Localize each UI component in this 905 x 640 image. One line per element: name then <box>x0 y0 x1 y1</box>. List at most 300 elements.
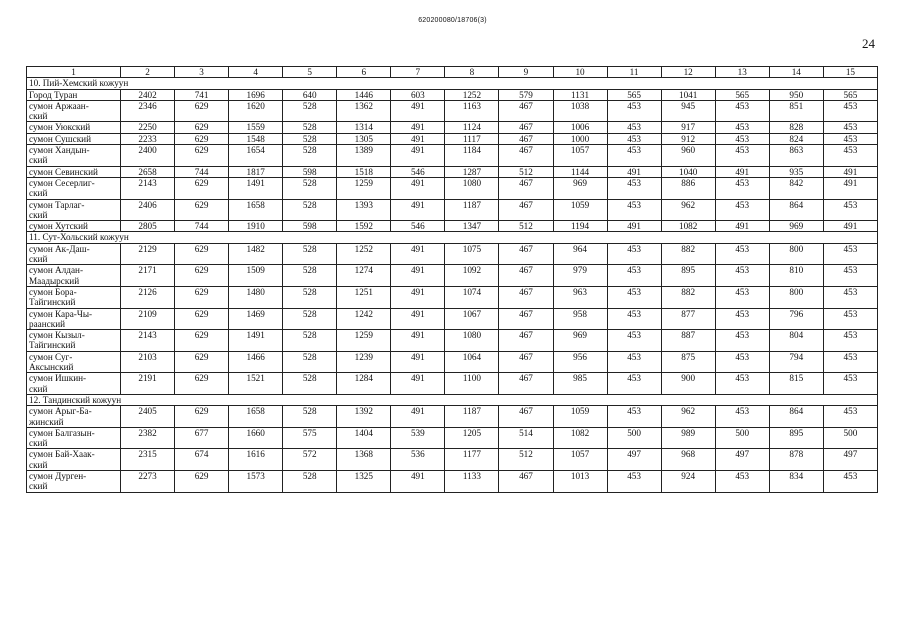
settlement-name: сумон Сесерлиг- ский <box>27 177 121 199</box>
tariff-table <box>26 66 878 493</box>
settlement-name: сумон Сушский <box>27 133 121 144</box>
value-cell: 887 <box>661 330 715 352</box>
value-cell: 2103 <box>121 351 175 373</box>
value-cell: 794 <box>769 351 823 373</box>
value-cell: 1144 <box>553 166 607 177</box>
value-cell: 2382 <box>121 427 175 449</box>
settlement-name: сумон Бай-Хаак- ский <box>27 449 121 471</box>
value-cell: 467 <box>499 351 553 373</box>
value-cell: 491 <box>823 221 877 232</box>
settlement-name: сумон Алдан- Маадырский <box>27 265 121 287</box>
section-row <box>27 78 878 89</box>
value-cell: 1658 <box>229 199 283 221</box>
value-cell: 512 <box>499 449 553 471</box>
value-cell: 528 <box>283 122 337 133</box>
value-cell: 1404 <box>337 427 391 449</box>
value-cell: 453 <box>607 265 661 287</box>
document-id: 620200080/18706(3) <box>418 17 487 24</box>
value-cell: 985 <box>553 373 607 395</box>
value-cell: 491 <box>607 166 661 177</box>
value-cell: 962 <box>661 406 715 428</box>
value-cell: 1259 <box>337 177 391 199</box>
value-cell: 491 <box>823 177 877 199</box>
value-cell: 528 <box>283 351 337 373</box>
value-cell: 491 <box>391 330 445 352</box>
value-cell: 491 <box>391 243 445 265</box>
value-cell: 467 <box>499 406 553 428</box>
table-row <box>27 286 878 308</box>
value-cell: 1654 <box>229 145 283 167</box>
settlement-name: сумон Ак-Даш- ский <box>27 243 121 265</box>
table-row <box>27 406 878 428</box>
value-cell: 1092 <box>445 265 499 287</box>
value-cell: 945 <box>661 100 715 122</box>
value-cell: 1082 <box>661 221 715 232</box>
value-cell: 1491 <box>229 330 283 352</box>
value-cell: 453 <box>715 199 769 221</box>
value-cell: 467 <box>499 330 553 352</box>
value-cell: 453 <box>607 199 661 221</box>
value-cell: 528 <box>283 133 337 144</box>
value-cell: 497 <box>607 449 661 471</box>
value-cell: 467 <box>499 100 553 122</box>
settlement-name: сумон Аржаан- ский <box>27 100 121 122</box>
table-row <box>27 351 878 373</box>
value-cell: 917 <box>661 122 715 133</box>
value-cell: 453 <box>715 330 769 352</box>
column-header-10: 10 <box>553 67 607 78</box>
value-cell: 565 <box>715 89 769 100</box>
value-cell: 1559 <box>229 122 283 133</box>
value-cell: 1075 <box>445 243 499 265</box>
value-cell: 453 <box>607 470 661 492</box>
value-cell: 603 <box>391 89 445 100</box>
table-row <box>27 133 878 144</box>
value-cell: 453 <box>607 177 661 199</box>
value-cell: 629 <box>175 177 229 199</box>
value-cell: 546 <box>391 166 445 177</box>
column-header-1: 1 <box>27 67 121 78</box>
settlement-name: сумон Кызыл- Тайгинский <box>27 330 121 352</box>
value-cell: 467 <box>499 470 553 492</box>
column-header-3: 3 <box>175 67 229 78</box>
value-cell: 528 <box>283 265 337 287</box>
value-cell: 528 <box>283 286 337 308</box>
value-cell: 744 <box>175 166 229 177</box>
section-title: 12. Тандинский кожуун <box>27 394 878 405</box>
value-cell: 1038 <box>553 100 607 122</box>
value-cell: 674 <box>175 449 229 471</box>
value-cell: 863 <box>769 145 823 167</box>
value-cell: 2129 <box>121 243 175 265</box>
value-cell: 969 <box>769 221 823 232</box>
value-cell: 629 <box>175 199 229 221</box>
table-row <box>27 89 878 100</box>
value-cell: 1177 <box>445 449 499 471</box>
value-cell: 979 <box>553 265 607 287</box>
value-cell: 960 <box>661 145 715 167</box>
value-cell: 528 <box>283 470 337 492</box>
value-cell: 528 <box>283 145 337 167</box>
value-cell: 800 <box>769 286 823 308</box>
value-cell: 453 <box>823 308 877 330</box>
page-number: 24 <box>862 36 875 51</box>
value-cell: 877 <box>661 308 715 330</box>
value-cell: 491 <box>391 100 445 122</box>
value-cell: 629 <box>175 373 229 395</box>
value-cell: 491 <box>391 199 445 221</box>
settlement-name: сумон Севинский <box>27 166 121 177</box>
column-header-13: 13 <box>715 67 769 78</box>
value-cell: 886 <box>661 177 715 199</box>
value-cell: 1074 <box>445 286 499 308</box>
value-cell: 1592 <box>337 221 391 232</box>
settlement-name: сумон Хутский <box>27 221 121 232</box>
settlement-name: сумон Тарлаг- ский <box>27 199 121 221</box>
value-cell: 2805 <box>121 221 175 232</box>
value-cell: 453 <box>715 286 769 308</box>
value-cell: 1080 <box>445 330 499 352</box>
value-cell: 1314 <box>337 122 391 133</box>
column-header-2: 2 <box>121 67 175 78</box>
value-cell: 2143 <box>121 330 175 352</box>
value-cell: 800 <box>769 243 823 265</box>
section-title: 11. Сут-Хольский кожуун <box>27 232 878 243</box>
column-header-14: 14 <box>769 67 823 78</box>
section-title: 10. Пий-Хемский кожуун <box>27 78 878 89</box>
value-cell: 629 <box>175 145 229 167</box>
value-cell: 491 <box>715 221 769 232</box>
value-cell: 1521 <box>229 373 283 395</box>
value-cell: 1184 <box>445 145 499 167</box>
value-cell: 629 <box>175 308 229 330</box>
value-cell: 491 <box>391 286 445 308</box>
value-cell: 1205 <box>445 427 499 449</box>
value-cell: 500 <box>607 427 661 449</box>
value-cell: 935 <box>769 166 823 177</box>
value-cell: 453 <box>715 265 769 287</box>
value-cell: 2400 <box>121 145 175 167</box>
value-cell: 796 <box>769 308 823 330</box>
value-cell: 453 <box>607 122 661 133</box>
value-cell: 1469 <box>229 308 283 330</box>
value-cell: 491 <box>391 133 445 144</box>
table-row <box>27 122 878 133</box>
value-cell: 467 <box>499 122 553 133</box>
value-cell: 453 <box>715 470 769 492</box>
value-cell: 969 <box>553 330 607 352</box>
value-cell: 2109 <box>121 308 175 330</box>
value-cell: 467 <box>499 177 553 199</box>
value-cell: 512 <box>499 221 553 232</box>
column-header-7: 7 <box>391 67 445 78</box>
value-cell: 453 <box>823 199 877 221</box>
value-cell: 2126 <box>121 286 175 308</box>
value-cell: 962 <box>661 199 715 221</box>
value-cell: 882 <box>661 286 715 308</box>
value-cell: 453 <box>715 145 769 167</box>
value-cell: 491 <box>391 406 445 428</box>
value-cell: 2233 <box>121 133 175 144</box>
value-cell: 1187 <box>445 406 499 428</box>
value-cell: 629 <box>175 286 229 308</box>
value-cell: 500 <box>715 427 769 449</box>
value-cell: 453 <box>715 373 769 395</box>
value-cell: 2143 <box>121 177 175 199</box>
value-cell: 1284 <box>337 373 391 395</box>
value-cell: 1362 <box>337 100 391 122</box>
value-cell: 963 <box>553 286 607 308</box>
value-cell: 497 <box>715 449 769 471</box>
value-cell: 629 <box>175 406 229 428</box>
value-cell: 467 <box>499 145 553 167</box>
value-cell: 512 <box>499 166 553 177</box>
value-cell: 895 <box>661 265 715 287</box>
settlement-name: сумон Суг- Аксынский <box>27 351 121 373</box>
value-cell: 741 <box>175 89 229 100</box>
column-header-6: 6 <box>337 67 391 78</box>
value-cell: 491 <box>715 166 769 177</box>
settlement-name: сумон Хандын- ский <box>27 145 121 167</box>
value-cell: 1616 <box>229 449 283 471</box>
settlement-name: сумон Уюкский <box>27 122 121 133</box>
value-cell: 1259 <box>337 330 391 352</box>
value-cell: 579 <box>499 89 553 100</box>
value-cell: 834 <box>769 470 823 492</box>
value-cell: 828 <box>769 122 823 133</box>
value-cell: 629 <box>175 133 229 144</box>
value-cell: 1392 <box>337 406 391 428</box>
value-cell: 2346 <box>121 100 175 122</box>
value-cell: 453 <box>607 100 661 122</box>
value-cell: 453 <box>715 100 769 122</box>
value-cell: 1696 <box>229 89 283 100</box>
value-cell: 1393 <box>337 199 391 221</box>
value-cell: 1817 <box>229 166 283 177</box>
value-cell: 528 <box>283 199 337 221</box>
value-cell: 453 <box>715 308 769 330</box>
column-header-12: 12 <box>661 67 715 78</box>
value-cell: 900 <box>661 373 715 395</box>
value-cell: 467 <box>499 243 553 265</box>
value-cell: 453 <box>823 243 877 265</box>
table-row <box>27 308 878 330</box>
value-cell: 864 <box>769 199 823 221</box>
value-cell: 453 <box>607 145 661 167</box>
value-cell: 453 <box>823 351 877 373</box>
value-cell: 565 <box>607 89 661 100</box>
value-cell: 565 <box>823 89 877 100</box>
value-cell: 453 <box>607 133 661 144</box>
value-cell: 1187 <box>445 199 499 221</box>
value-cell: 1620 <box>229 100 283 122</box>
value-cell: 989 <box>661 427 715 449</box>
value-cell: 491 <box>391 308 445 330</box>
value-cell: 1057 <box>553 145 607 167</box>
value-cell: 453 <box>607 286 661 308</box>
value-cell: 453 <box>823 330 877 352</box>
value-cell: 1013 <box>553 470 607 492</box>
value-cell: 528 <box>283 100 337 122</box>
value-cell: 1163 <box>445 100 499 122</box>
value-cell: 453 <box>607 330 661 352</box>
settlement-name: сумон Дурген- ский <box>27 470 121 492</box>
value-cell: 453 <box>823 145 877 167</box>
value-cell: 467 <box>499 265 553 287</box>
value-cell: 950 <box>769 89 823 100</box>
value-cell: 453 <box>823 286 877 308</box>
value-cell: 810 <box>769 265 823 287</box>
value-cell: 491 <box>823 166 877 177</box>
table-row <box>27 177 878 199</box>
value-cell: 491 <box>391 470 445 492</box>
value-cell: 453 <box>715 133 769 144</box>
value-cell: 453 <box>823 373 877 395</box>
value-cell: 2250 <box>121 122 175 133</box>
settlement-name: сумон Арыг-Ба- жинский <box>27 406 121 428</box>
value-cell: 1040 <box>661 166 715 177</box>
value-cell: 744 <box>175 221 229 232</box>
value-cell: 453 <box>823 265 877 287</box>
value-cell: 575 <box>283 427 337 449</box>
value-cell: 1518 <box>337 166 391 177</box>
value-cell: 467 <box>499 308 553 330</box>
value-cell: 1252 <box>445 89 499 100</box>
value-cell: 1006 <box>553 122 607 133</box>
value-cell: 629 <box>175 100 229 122</box>
value-cell: 1000 <box>553 133 607 144</box>
value-cell: 528 <box>283 177 337 199</box>
value-cell: 528 <box>283 406 337 428</box>
value-cell: 453 <box>823 470 877 492</box>
value-cell: 1057 <box>553 449 607 471</box>
value-cell: 1347 <box>445 221 499 232</box>
value-cell: 1082 <box>553 427 607 449</box>
value-cell: 1124 <box>445 122 499 133</box>
value-cell: 491 <box>391 373 445 395</box>
settlement-name: сумон Кара-Чы- раанский <box>27 308 121 330</box>
value-cell: 491 <box>607 221 661 232</box>
value-cell: 453 <box>715 122 769 133</box>
table-row <box>27 373 878 395</box>
value-cell: 851 <box>769 100 823 122</box>
value-cell: 2405 <box>121 406 175 428</box>
value-cell: 1059 <box>553 199 607 221</box>
value-cell: 1446 <box>337 89 391 100</box>
section-row <box>27 232 878 243</box>
value-cell: 969 <box>553 177 607 199</box>
value-cell: 1548 <box>229 133 283 144</box>
value-cell: 1389 <box>337 145 391 167</box>
value-cell: 1274 <box>337 265 391 287</box>
value-cell: 467 <box>499 199 553 221</box>
value-cell: 1064 <box>445 351 499 373</box>
value-cell: 629 <box>175 351 229 373</box>
value-cell: 453 <box>715 243 769 265</box>
value-cell: 453 <box>823 406 877 428</box>
value-cell: 2315 <box>121 449 175 471</box>
value-cell: 1080 <box>445 177 499 199</box>
value-cell: 2406 <box>121 199 175 221</box>
value-cell: 598 <box>283 221 337 232</box>
value-cell: 842 <box>769 177 823 199</box>
header-row <box>27 67 878 78</box>
column-header-8: 8 <box>445 67 499 78</box>
value-cell: 968 <box>661 449 715 471</box>
value-cell: 528 <box>283 243 337 265</box>
value-cell: 491 <box>391 177 445 199</box>
value-cell: 1325 <box>337 470 391 492</box>
settlement-name: Город Туран <box>27 89 121 100</box>
value-cell: 629 <box>175 122 229 133</box>
settlement-name: сумон Балгазын- ский <box>27 427 121 449</box>
value-cell: 500 <box>823 427 877 449</box>
value-cell: 2273 <box>121 470 175 492</box>
value-cell: 1660 <box>229 427 283 449</box>
value-cell: 640 <box>283 89 337 100</box>
value-cell: 1251 <box>337 286 391 308</box>
value-cell: 453 <box>715 406 769 428</box>
value-cell: 1239 <box>337 351 391 373</box>
value-cell: 958 <box>553 308 607 330</box>
settlement-name: сумон Бора- Тайгинский <box>27 286 121 308</box>
value-cell: 629 <box>175 470 229 492</box>
value-cell: 895 <box>769 427 823 449</box>
table-row <box>27 265 878 287</box>
value-cell: 1131 <box>553 89 607 100</box>
value-cell: 1067 <box>445 308 499 330</box>
value-cell: 491 <box>391 122 445 133</box>
value-cell: 1252 <box>337 243 391 265</box>
table-row <box>27 221 878 232</box>
value-cell: 2402 <box>121 89 175 100</box>
value-cell: 878 <box>769 449 823 471</box>
table-row <box>27 470 878 492</box>
value-cell: 536 <box>391 449 445 471</box>
value-cell: 1287 <box>445 166 499 177</box>
value-cell: 572 <box>283 449 337 471</box>
value-cell: 1491 <box>229 177 283 199</box>
value-cell: 804 <box>769 330 823 352</box>
value-cell: 497 <box>823 449 877 471</box>
value-cell: 677 <box>175 427 229 449</box>
value-cell: 875 <box>661 351 715 373</box>
value-cell: 1368 <box>337 449 391 471</box>
value-cell: 1466 <box>229 351 283 373</box>
value-cell: 453 <box>607 373 661 395</box>
value-cell: 629 <box>175 243 229 265</box>
value-cell: 453 <box>823 100 877 122</box>
settlement-name: сумон Ишкин- ский <box>27 373 121 395</box>
value-cell: 629 <box>175 265 229 287</box>
value-cell: 467 <box>499 286 553 308</box>
value-cell: 1482 <box>229 243 283 265</box>
value-cell: 1059 <box>553 406 607 428</box>
value-cell: 539 <box>391 427 445 449</box>
value-cell: 453 <box>715 351 769 373</box>
value-cell: 467 <box>499 133 553 144</box>
value-cell: 629 <box>175 330 229 352</box>
value-cell: 491 <box>391 351 445 373</box>
column-header-4: 4 <box>229 67 283 78</box>
column-header-9: 9 <box>499 67 553 78</box>
table-row <box>27 449 878 471</box>
table-row <box>27 166 878 177</box>
table-row <box>27 199 878 221</box>
value-cell: 453 <box>607 243 661 265</box>
value-cell: 1242 <box>337 308 391 330</box>
value-cell: 1305 <box>337 133 391 144</box>
